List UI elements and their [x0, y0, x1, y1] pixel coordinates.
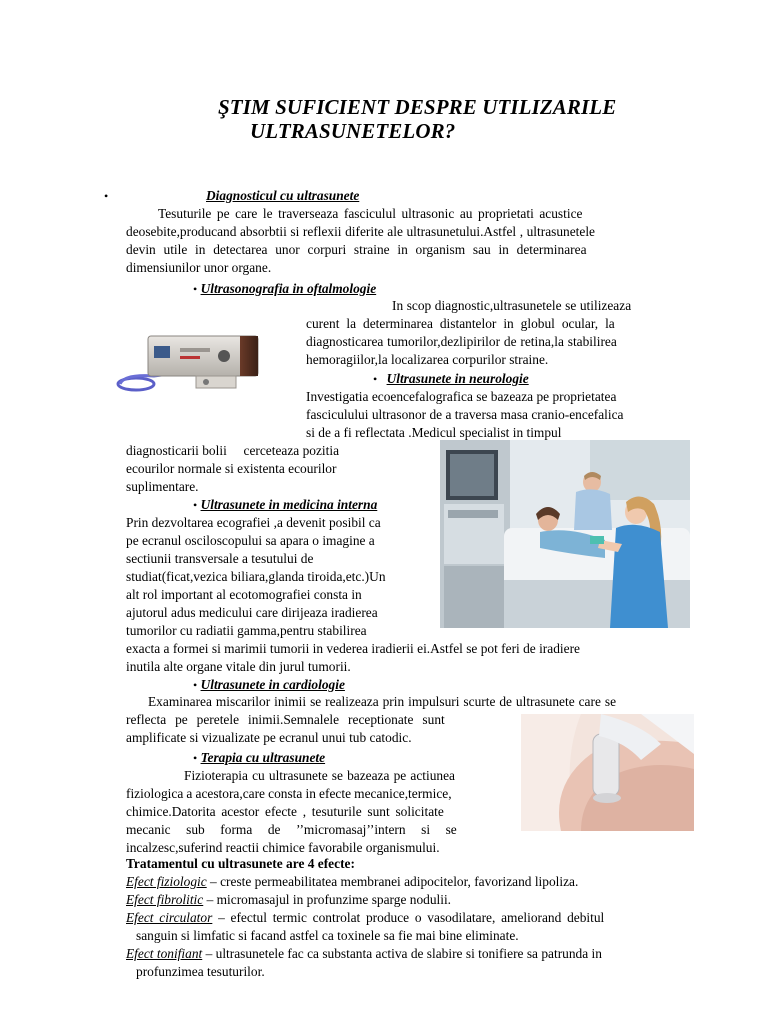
section-heading-therapy-wrap: • Terapia cu ultrasunete — [193, 750, 326, 765]
effect-name: Efect fibrolitic — [126, 892, 204, 907]
section-body-neurology-bottom: diagnosticarii bolii cerceteaza pozitia ecourilor normale si existenta ecourilor suplimentare. — [126, 443, 340, 494]
section-body-ophthalmology: In scop diagnostic,ultrasunetele se utilizeaza curent la determinarea distantelor in globul ocular, la diagnosticarea tumorilor,dezlipirilor de retina,la stabilirea hemoragiilor,la localizarea corpurilor straine. — [306, 298, 632, 367]
section-body-diagnostic: Tesuturile pe care le traverseaza fasciculul ultrasonic au proprietati acustice deosebite,producand absorbtii si reflexii diferite ale ultrasunetului.Astfel , ultrasunetele devin utile in detectarea unor corpuri straine in organism sau in determinarea dimensiunilor unor organe. — [126, 206, 596, 275]
effect-name: Efect tonifiant — [126, 946, 203, 961]
section-heading-diagnostic: Diagnosticul cu ultrasunete — [206, 188, 360, 203]
effect-item: Efect fiziologic – creste permeabilitatea membranei adipocitelor, favorizand lipoliza. — [126, 874, 579, 889]
section-heading-internal-medicine: Ultrasunete in medicina interna — [200, 497, 378, 512]
title-line-2: ULTRASUNETELOR? — [250, 119, 456, 143]
section-heading-ophthalmology: Ultrasonografia in oftalmologie — [200, 281, 377, 296]
effect-item: Efect circulator – efectul termic controlat produce o vasodilatare, ameliorand debitul sanguin si limfatic si facand astfel ca toxinele sa fie mai bine eliminate. — [126, 910, 605, 943]
effects-list — [126, 873, 678, 981]
ultrasound-device-image — [114, 326, 264, 396]
effect-name: Efect fiziologic — [126, 874, 207, 889]
effect-name: Efect circulator — [126, 910, 213, 925]
section-heading-therapy: Terapia cu ultrasunete — [200, 750, 326, 765]
section-heading-ophthalmology-wrap: • Ultrasonografia in oftalmologie — [193, 281, 377, 296]
section-heading-neurology-wrap: • Ultrasunete in neurologie — [373, 371, 529, 386]
section-body-therapy: Fizioterapia cu ultrasunete se bazeaza pe actiunea fiziologica a acestora,care consta in efecte mecanice,termice, chimice.Datorita acestor efecte , tesuturile sunt solicitate mecanic sub forma de ’’micromasaj’’intern si se incalzesc,suferind reactii chimice favorabile organismului. — [126, 768, 457, 855]
section-heading-internal-wrap: • Ultrasunete in medicina interna — [193, 497, 378, 512]
section-body-internal-medicine: Prin dezvoltarea ecografiei ,a devenit posibil ca pe ecranul osciloscopului sa apara o imagine a sectiunii transversale a tesutului de studiat(ficat,vezica biliara,glanda tiroida,etc.)Un alt rol important al ecotomografiei consta in ajutorul adus medicului care dirijeaza iradierea tumorilor cu radiatii gamma,pentru stabilirea exacta a formei si marimii tumorii in vederea iradierii ei.Astfel se pot feri de iradiere inutila alte organe vitale din jurul tumorii. — [126, 515, 580, 674]
section-heading-neurology: Ultrasunete in neurologie — [386, 371, 529, 386]
section-heading-cardiology: Ultrasunete in cardiologie — [200, 677, 345, 692]
page-title — [218, 95, 616, 143]
section-bullet: • — [104, 189, 109, 203]
effect-item: Efect fibrolitic – micromasajul in profunzime sparge nodulii. — [126, 892, 452, 907]
section-body-neurology-top: Investigatia ecoencefalografica se bazeaza pe proprietatea fasciculului ultrasonor de a traversa masa cranio-encefalica si de a fi reflectata .Medicul specialist in timpul — [306, 389, 624, 440]
section-body-cardiology: Examinarea miscarilor inimii se realizeaza prin impulsuri scurte de ultrasunete care se reflecta pe peretele inimii.Semnalele receptionate sunt amplificate si vizualizate pe ecranul unui tub catodic. — [126, 694, 617, 745]
effects-heading: Tratamentul cu ultrasunete are 4 efecte: — [126, 856, 355, 871]
title-line-1: ŞTIM SUFICIENT DESPRE UTILIZARILE — [218, 95, 617, 119]
neck-ultrasound-photo — [521, 714, 694, 831]
section-heading-cardiology-wrap: • Ultrasunete in cardiologie — [193, 677, 345, 692]
effect-item: Efect tonifiant – ultrasunetele fac ca substanta activa de slabire si tonifiere sa patrunda in profunzimea tesuturilor. — [126, 946, 602, 979]
